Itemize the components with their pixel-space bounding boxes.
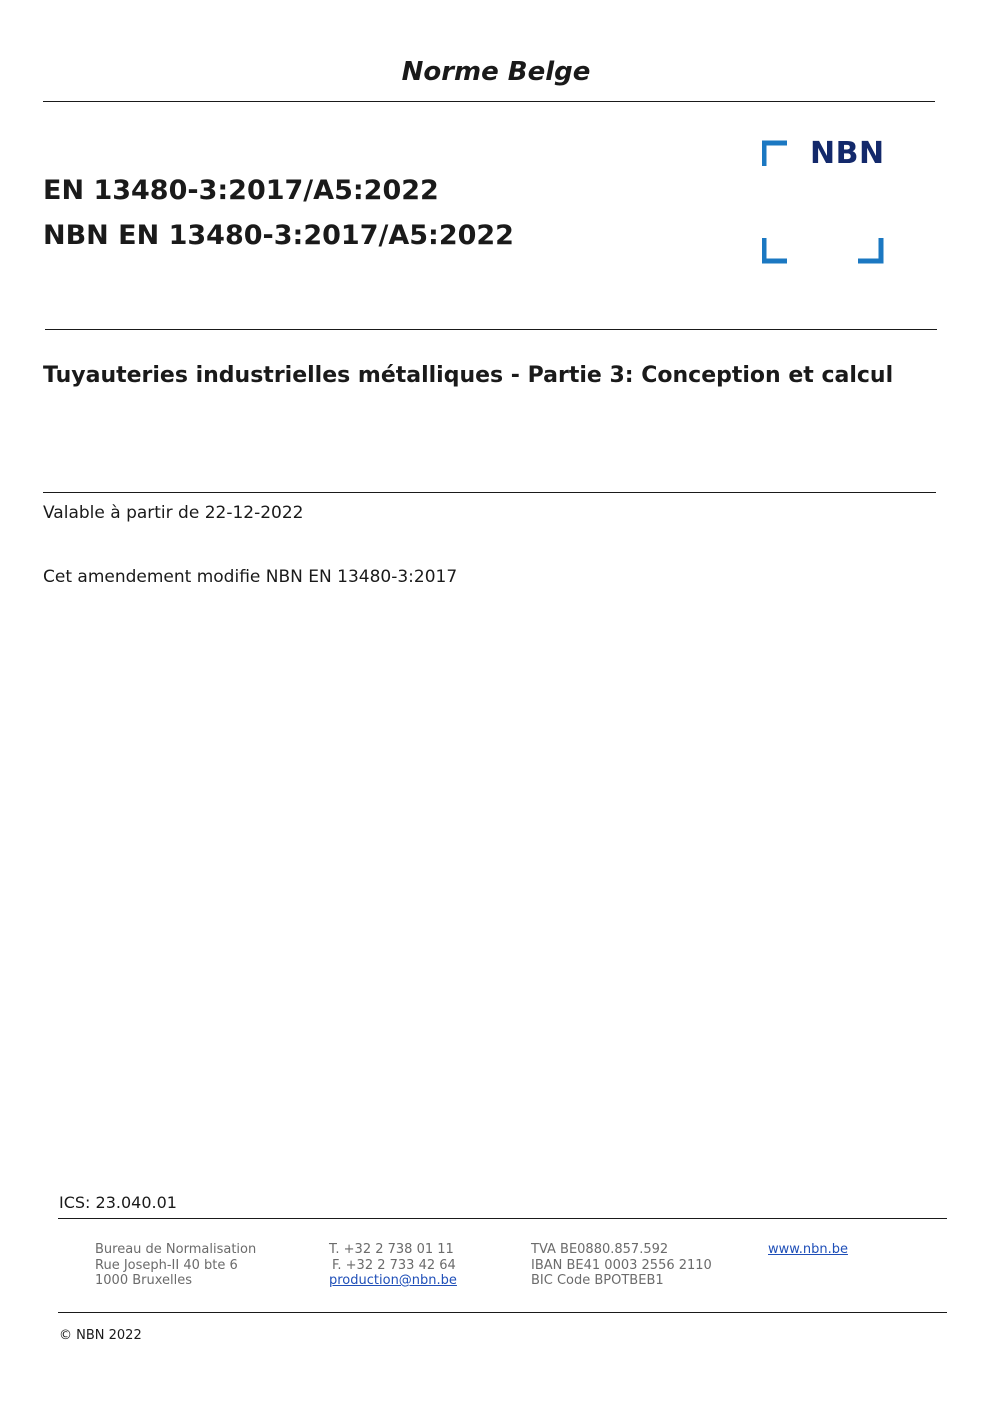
ics-code: ICS: 23.040.01: [59, 1193, 177, 1212]
address-line: Bureau de Normalisation: [95, 1242, 257, 1257]
footer-banking: [531, 1242, 712, 1289]
footer-top-divider: [58, 1218, 947, 1219]
bic-code: BIC Code BPOTBEB1: [531, 1273, 664, 1288]
document-header-title: Norme Belge: [401, 57, 591, 87]
header-divider: [43, 101, 935, 102]
address-line: 1000 Bruxelles: [95, 1273, 193, 1288]
fax-number: F. +32 2 733 42 64: [332, 1257, 456, 1273]
footer-website: [768, 1242, 848, 1258]
footer-bottom-divider: [58, 1312, 947, 1313]
title-divider: [45, 329, 937, 330]
subject-divider: [43, 492, 936, 493]
standard-code-nbn: NBN EN 13480-3:2017/A5:2022: [43, 220, 514, 251]
document-subject: Tuyauteries industrielles métalliques - Partie 3: Conception et calcul: [43, 363, 894, 388]
copyright-notice: © NBN 2022: [59, 1328, 142, 1343]
email-link[interactable]: production@nbn.be: [329, 1273, 457, 1288]
tva-number: TVA BE0880.857.592: [531, 1242, 669, 1257]
website-link[interactable]: www.nbn.be: [768, 1242, 848, 1257]
footer-contact: [329, 1242, 457, 1289]
logo-text: NBN: [810, 136, 885, 171]
address-line: Rue Joseph-II 40 bte 6: [95, 1257, 238, 1273]
iban-number: IBAN BE41 0003 2556 2110: [531, 1257, 712, 1273]
validity-date: Valable à partir de 22-12-2022: [43, 503, 304, 523]
phone-number: T. +32 2 738 01 11: [329, 1242, 454, 1257]
footer-address: [95, 1242, 256, 1289]
amendment-note: Cet amendement modifie NBN EN 13480-3:2017: [43, 567, 458, 587]
standard-code-en: EN 13480-3:2017/A5:2022: [43, 175, 439, 206]
